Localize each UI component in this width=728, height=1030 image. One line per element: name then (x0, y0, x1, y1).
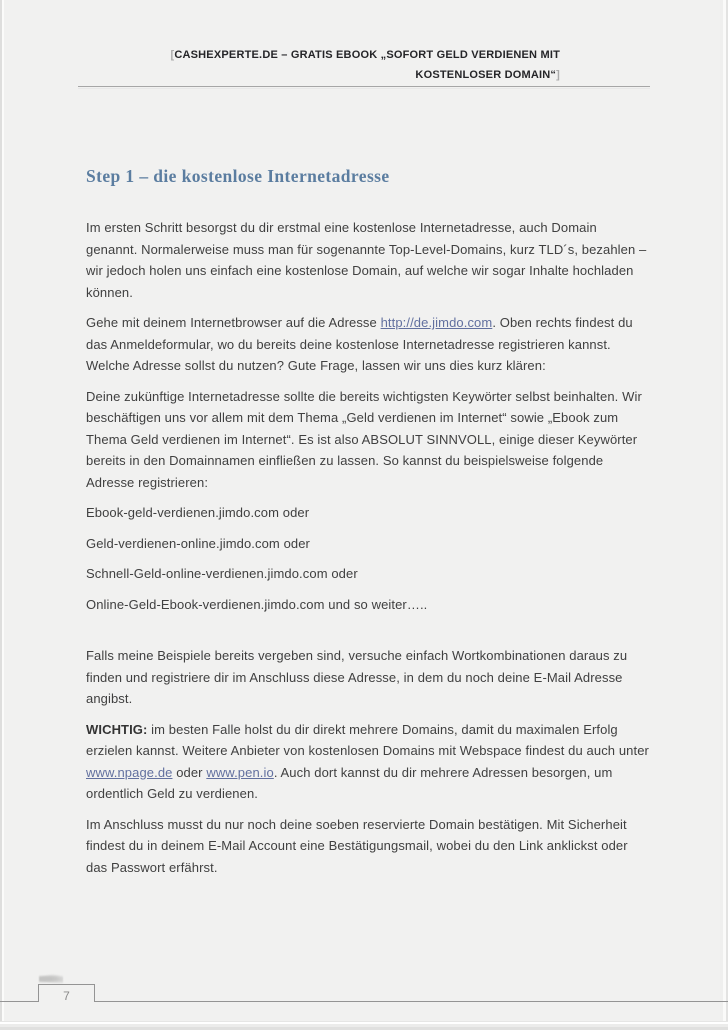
footer-rule-left (0, 1001, 38, 1002)
paragraph-5-text-mid: oder (172, 764, 207, 780)
header-close-bracket: ] (556, 69, 560, 81)
page-edge-left (0, 0, 7, 1030)
header-title-line-1: CASHEXPERTE.DE – GRATIS EBOOK „SOFORT GELD VERDIENEN MIT (174, 49, 560, 61)
paragraph-2-text-pre: Gehe mit deinem Internetbrowser auf die Adresse (86, 315, 381, 330)
domain-example-4: Online-Geld-Ebook-verdienen.jimdo.com und so weiter….. (86, 596, 428, 612)
paragraph-5-text-pre: im besten Falle holst du dir direkt mehrere Domains, damit du maximalen Erfolg erzielen kannst. Weitere Anbieter von kostenlosen Domains mit Webspace findest du auch unter (86, 721, 649, 758)
paragraph-browser-instruction (86, 312, 650, 377)
paragraph-important (86, 719, 650, 805)
paragraph-confirmation: Im Anschluss musst du nur noch deine soeben reservierte Domain bestätigen. Mit Sicherheit findest du in deinem E-Mail Account eine Bestätigungsmail, wobei du den Link anklickst oder das Passwort erfährst. (86, 816, 628, 875)
page-number-tab (38, 984, 95, 1002)
paragraph-5-text-post: . Auch dort kannst du dir mehrere Adressen besorgen, um ordentlich Geld zu verdienen. (86, 764, 613, 801)
section-heading: Step 1 – die kostenlose Internetadresse (86, 166, 390, 186)
paragraph-intro: Im ersten Schritt besorgst du dir erstmal eine kostenlose Internetadresse, auch Domain genannt. Normalerweise muss man für sogenannte Top-Level-Domains, kurz TLD´s, bezahlen – wir jedoch holen uns einfach eine kostenlose Domain, auf welche wir sogar Inhalte hochladen können. (86, 220, 647, 300)
header-line-2 (0, 65, 560, 85)
page-header (0, 45, 560, 85)
domain-example-2: Geld-verdienen-online.jimdo.com oder (86, 535, 310, 551)
penio-link[interactable]: www.pen.io (206, 764, 274, 780)
npage-link[interactable]: www.npage.de (86, 764, 173, 780)
page-edge-right (712, 0, 728, 1030)
page-edge-bottom (0, 1021, 728, 1030)
header-open-bracket: [ (170, 49, 175, 61)
domain-example-1: Ebook-geld-verdienen.jimdo.com oder (86, 505, 310, 520)
header-divider-rule (78, 86, 650, 89)
paragraph-2-text-post: . Oben rechts findest du das Anmeldeformular, wo du bereits deine kostenlose Internetadresse registrieren kannst. Welche Adresse sollst du nutzen? Gute Frage, lassen wir uns dies kurz klären: (86, 315, 633, 373)
paragraph-keywords: Deine zukünftige Internetadresse sollte die bereits wichtigsten Keywörter selbst beinhalten. Wir beschäftigen uns vor allem mit dem Thema „Geld verdienen im Internet“ sowie „Ebook zum Thema Geld verdienen im Internet“. Es ist also ABSOLUT SINNVOLL, einige dieser Keywörter bereits in den Domainnamen einfließen zu lassen. So kannst du beispielsweise folgende Adresse registrieren: (86, 388, 642, 490)
page-number: 7 (63, 988, 70, 1003)
jimdo-link[interactable]: http://de.jimdo.com (380, 315, 493, 330)
document-body (86, 217, 650, 887)
blank-line-spacer (86, 624, 650, 645)
header-line-1 (0, 45, 560, 65)
header-title-line-2: KOSTENLOSER DOMAIN“ (415, 69, 557, 81)
footer-rule-right (95, 1001, 728, 1002)
footer-smudge (39, 974, 63, 984)
domain-example-3: Schnell-Geld-online-verdienen.jimdo.com oder (86, 566, 358, 581)
paragraph-fallback-advice: Falls meine Beispiele bereits vergeben sind, versuche einfach Wortkombinationen daraus zu finden und registriere dir im Anschluss diese Adresse, in dem du noch deine E-Mail Adresse angibst. (86, 648, 628, 706)
important-label: WICHTIG: (86, 721, 148, 737)
